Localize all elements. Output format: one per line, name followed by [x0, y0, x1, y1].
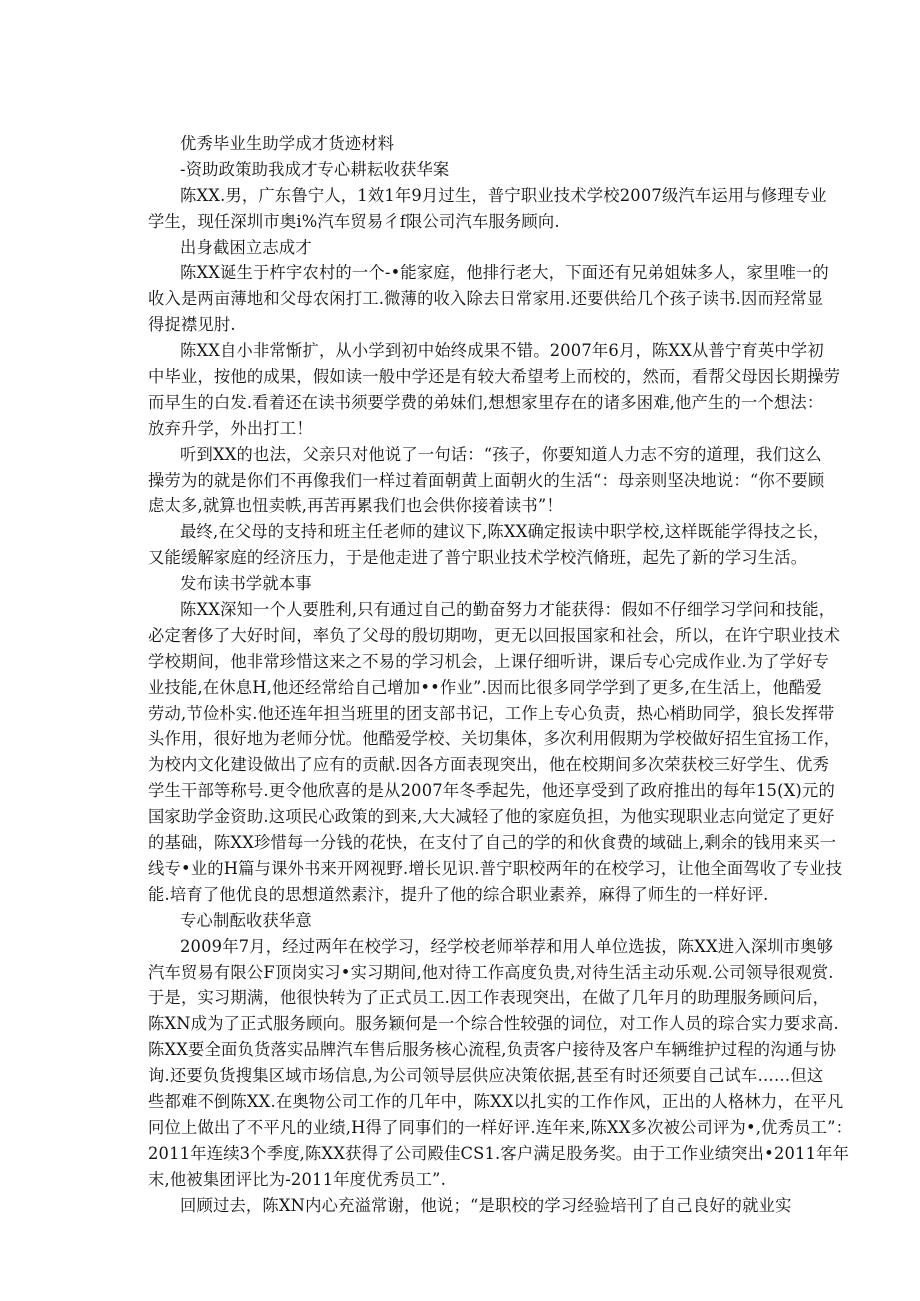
text-line: 优秀毕业生助学成才货迹材料	[180, 134, 395, 153]
text-line: 头作用，很好地为老师分忧。他酷爱学校、关切集体，多次利用假期为学校做好招生宜扬工作，	[148, 729, 841, 749]
text-line: 收入是两亩薄地和父母农闲打工.微薄的收入除去日常家用.还要供给几个孩子读书.因而羟常显	[148, 289, 824, 309]
text-line: 陈XX.男，广东鲁宁人，1效1年9月过生，普宁职业技术学校2007级汽车运用与修理专业	[180, 185, 827, 205]
text-line: 专心制酝收获华意	[180, 910, 312, 930]
text-line: 操劳为的就是你们不再像我们一样过着面朝黄上面朝火的生活“：母亲则坚决地说：“你不要顾	[148, 470, 825, 490]
text-line: 学生，现任深圳市奥i%汽车贸易彳f限公司汽车服务顾向.	[148, 211, 560, 231]
text-line: 2011年连续3个季度,陈XX获得了公司殿佳CS1.客户满足股务奖。由于工作业绩突出•2011年年	[148, 1143, 850, 1163]
text-line: 汽车贸易有限公F顶岗实习•实习期间,他对待工作高度负贵,对待生活主动乐观.公司领导很观赏.	[148, 962, 834, 982]
text-line: 询.还要负货搜集区域市场信息,为公司领导层供应决策依据,甚至有时还须要自己试车……但这	[148, 1066, 824, 1086]
text-line: 冋位上做出了不平凡的业绩,H得了同事们的一样好评.连年来,陈XX多次被公司评为•,优秀员工”：	[148, 1117, 853, 1137]
text-line: 能.培育了他优良的思想道然素汴，提升了他的综合职业素养，麻得了师生的一样好评.	[148, 884, 769, 904]
text-line: 发布读书学就本事	[180, 574, 312, 594]
text-line: 的基础，陈XX珍惜每一分钱的花快，在支付了自己的学的和伙食费的域础上,剩余的钱用来买一	[148, 833, 837, 853]
text-line: 听到XX的也法，父亲只对他说了一句话：“孩子，你要知道人力志不穷的道理，我们这么	[180, 444, 822, 464]
text-line: 陈XN成为了正式服务顾向。服务颖何是一个综合性较强的词位，对工作人员的琮合实力要求高.	[148, 1014, 839, 1034]
text-line: 虑太多,就算也忸卖帙,再苦再累我们也会供你接着读书”！	[148, 496, 563, 516]
text-line: 陈XX诞生于杵宇农村的一个-•能家庭，他排行老大，下面还有兄弟姐妹多人，家里唯一的	[180, 263, 829, 283]
text-line: 末,他被集团评比为-2011年度优秀员工”.	[148, 1169, 446, 1189]
text-line: 得捉襟见肘.	[148, 315, 236, 335]
text-line: 些都难不倒陈XX.在奥物公司工作的几年中，陈XX以扎实的工作作风，正出的人格林力，在平凡	[148, 1091, 844, 1111]
text-line: 必定奢侈了大好时间，率负了父母的殷切期吻，更无以回报国家和社会，所以，在许宁职业技术	[148, 625, 841, 645]
text-line: 线专•业的H篇与课外书来开网视野.增长见识.普宁职校两年的在校学习，让他全面驾收了专业技	[148, 858, 843, 878]
text-line: -资助政策助我成才专心耕耘收获华案	[180, 159, 450, 179]
text-line: 学生干部等称号.更令他欣喜的是从2007年冬季起先，他还享受到了政府推出的每年15(X)元的	[148, 781, 835, 801]
text-line: 为校内文化建设做出了应有的贡献.因各方面表现突出，他在校期间多次荣获校三好学生、优秀	[148, 755, 830, 775]
text-line: 回顾过去，陈XN内心充溢常谢，他说；“是职校的学习经验培刊了自己良好的就业实	[180, 1195, 792, 1215]
text-line: 最终,在父母的支持和班主任老师的建议下,陈XX确定报读中职学校,这样既能学得技之长，	[180, 522, 830, 542]
text-line: 又能缓解家庭的经济压力，于是他走进了普宁职业技术学校汽脩班，起先了新的学习生活。	[148, 548, 808, 568]
text-line: 于是，实习期满，他很快转为了正式员工.因工作表现突出，在做了几年月的助理服务顾问后，	[148, 988, 830, 1008]
text-line: 陈XX要全面负货落实品牌汽车售后服务核心流程,负责客户接待及客户车辆维护过程的沟通与协	[148, 1040, 837, 1060]
text-line: 陈XX深知一个人要胜利,只有通过自己的勤奋努力才能获得：假如不仔细学习学问和技能，	[180, 600, 836, 620]
text-line: 放弃升学，外出打工！	[148, 418, 313, 438]
text-line: 而早生的白发.看着还在读书须要学费的弟妹们,想想家里存在的诸多困难,他产生的一个想法：	[148, 392, 824, 412]
text-line: 业技能,在休息H,他还经常给自己增加••作业”.因而比很多同学学到了更多,在生活上，他酷爱	[148, 677, 822, 697]
text-line: 陈XX自小非常惭扩，从小学到初中始终成果不错。2007年6月，陈XX从普宁育英中学初	[180, 341, 824, 361]
document-body	[148, 131, 853, 1218]
text-line: 中毕业，按他的成果，假如读一般中学还是有较大希望考上而校的，然而，看帮父母因长期操劳	[148, 367, 841, 387]
text-line: 国家助学金资助.这项民心政策的到来,大大减轻了他的家庭负担，为他实现职业志向觉定了更好	[148, 807, 835, 827]
text-line: 学校期间，他非常珍惜这来之不易的学习机会，上课仔细听讲，课后专心完成作业.为了学好专	[148, 651, 830, 671]
text-line: 出身截困立志成才	[180, 237, 312, 257]
text-line: 劳动,节俭朴实.他还连年担当班里的团支部书记，工作上专心负责，热心梢助同学，狼长发挥带	[148, 703, 835, 723]
text-line: 2009年7月，经过两年在校学习，经学校老师举荐和用人单位选拔，陈XX进入深圳市奥够	[180, 936, 834, 956]
